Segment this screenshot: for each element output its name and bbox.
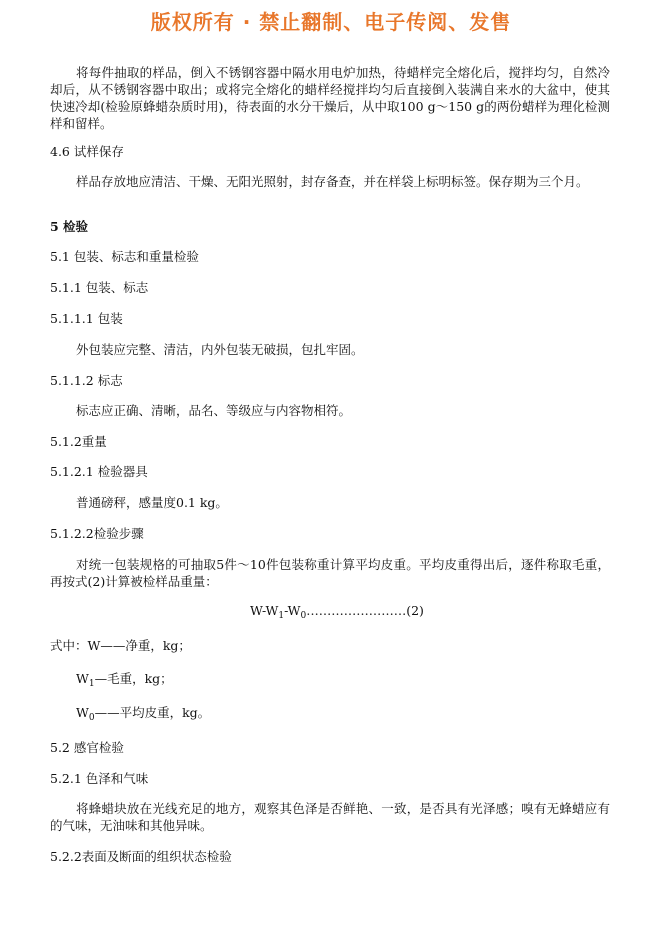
formula-sub-0: 0 bbox=[300, 611, 307, 621]
section-5-heading: 5 检验 bbox=[50, 219, 89, 234]
w1-definition bbox=[76, 670, 636, 687]
section-5-1-1-2-paragraph: 标志应正确、清晰，品名、等级应与内容物相符。 bbox=[76, 403, 352, 418]
formula-sub-1: 1 bbox=[278, 611, 285, 621]
section-5-1-2-1-paragraph: 普通磅秤，感量度0.1 kg。 bbox=[76, 495, 228, 510]
weight-formula bbox=[250, 602, 424, 619]
w0-subscript: 0 bbox=[88, 713, 95, 723]
w0-symbol: W bbox=[76, 705, 89, 720]
w1-symbol: W bbox=[76, 671, 89, 686]
copyright-watermark: 版权所有 · 禁止翻制、电子传阅、发售 bbox=[150, 10, 512, 34]
section-5-1-1-1-heading: 5.1.1.1 包装 bbox=[50, 311, 123, 326]
section-5-1-2-1-heading: 5.1.2.1 检验器具 bbox=[50, 464, 148, 479]
section-5-2-1-paragraph: 将蜂蜡块放在光线充足的地方，观察其色泽是否鲜艳、一致，是否具有光泽感；嗅有无蜂蜡应有的气味，无油味和其他异味。 bbox=[50, 801, 610, 833]
formula-tare-weight: -W bbox=[284, 603, 301, 618]
w1-subscript: 1 bbox=[88, 679, 95, 689]
section-4-6-heading: 4.6 试样保存 bbox=[50, 144, 124, 159]
w0-definition bbox=[76, 704, 636, 721]
where-clause: 式中：W——净重，kg； bbox=[50, 638, 191, 653]
w1-text: —毛重，kg； bbox=[94, 671, 173, 686]
section-5-1-heading: 5.1 包装、标志和重量检验 bbox=[50, 249, 199, 264]
section-5-2-1-heading: 5.2.1 色泽和气味 bbox=[50, 771, 149, 786]
section-5-1-2-heading: 5.1.2重量 bbox=[50, 434, 107, 449]
section-5-1-1-1-paragraph: 外包装应完整、清洁，内外包装无破损，包扎牢固。 bbox=[76, 342, 364, 357]
w0-text: ——平均皮重，kg。 bbox=[94, 705, 211, 720]
section-5-1-2-2-paragraph: 对统一包装规格的可抽取5件～10件包装称重计算平均皮重。平均皮重得出后，逐件称取毛重，再按式(2)计算被检样品重量： bbox=[50, 557, 610, 589]
section-4-6-paragraph: 样品存放地应清洁、干燥、无阳光照射，封存备查，并在样袋上标明标签。保存期为三个月。 bbox=[76, 174, 589, 189]
section-5-2-2-heading: 5.2.2表面及断面的组织状态检验 bbox=[50, 849, 232, 864]
formula-dots-number: ……………………(2) bbox=[306, 603, 424, 618]
formula-net-weight: W bbox=[250, 603, 262, 618]
sampling-paragraph: 将每件抽取的样品，倒入不锈钢容器中隔水用电炉加热，待蜡样完全熔化后，搅拌均匀，自然冷却后，从不锈钢容器中取出；或将完全熔化的蜡样经搅拌均匀后直接倒入装满自来水的大盆中，使其快速冷却(检验原蜂蜡杂质时用)，待表面的水分干燥后，从中取100 g～150 g的两份蜡样为理化检测样和留样。 bbox=[50, 65, 610, 131]
section-5-1-1-heading: 5.1.1 包装、标志 bbox=[50, 280, 149, 295]
section-5-1-2-2-heading: 5.1.2.2检验步骤 bbox=[50, 526, 144, 541]
section-5-1-1-2-heading: 5.1.1.2 标志 bbox=[50, 373, 123, 388]
section-5-2-heading: 5.2 感官检验 bbox=[50, 740, 124, 755]
formula-gross-weight: -W bbox=[261, 603, 279, 618]
